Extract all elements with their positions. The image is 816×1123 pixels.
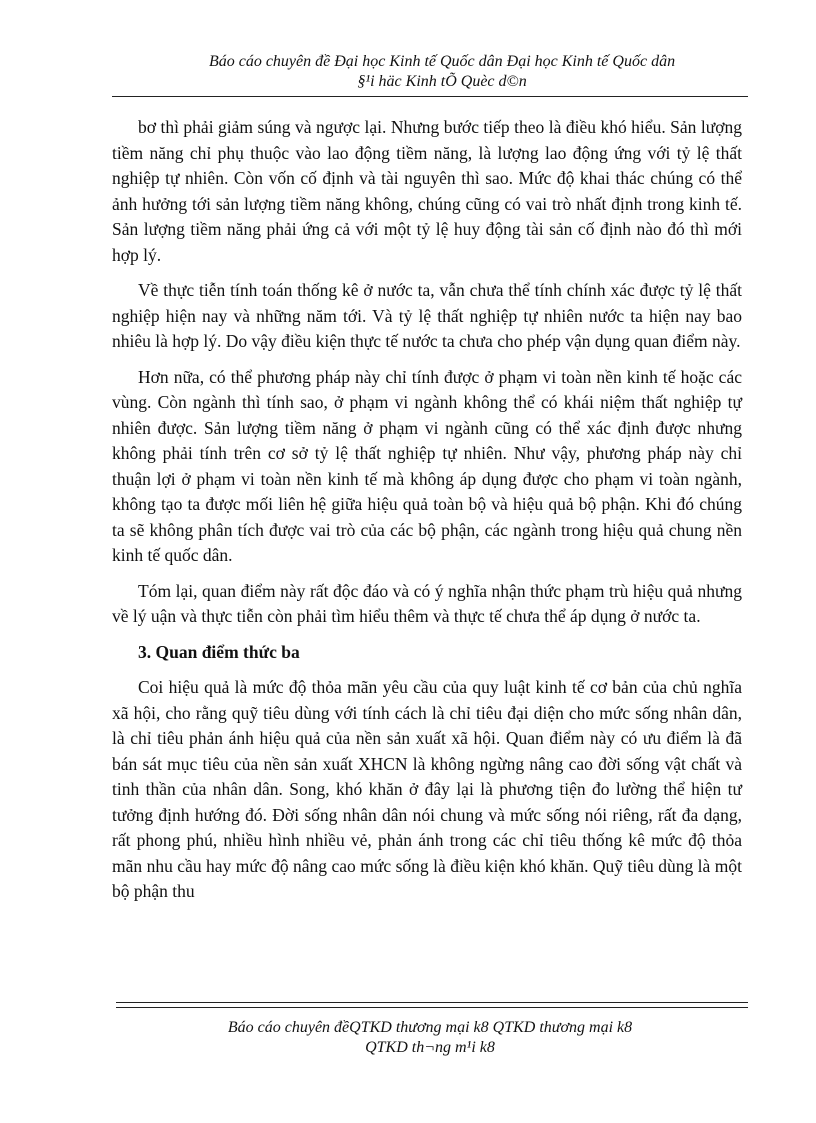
document-body	[112, 115, 742, 915]
header-line-2: §¹i häc Kinh tÕ Quèc d©n	[357, 73, 527, 90]
header-rule	[112, 96, 748, 97]
paragraph-1: bơ thì phải giảm súng và ngược lại. Nhưng bước tiếp theo là điều khó hiểu. Sản lượng tiềm năng chỉ phụ thuộc vào lao động tiềm năng, là lượng lao động ứng với tỷ lệ thất nghiệp tự nhiên. Còn vốn cố định và tài nguyên thì sao. Mức độ khai thác chúng có thể ảnh hưởng tới sản lượng tiềm năng không, chúng cũng có vai trò nhất định trong kinh tế. Sản lượng tiềm năng phải ứng cả với một tỷ lệ huy động tài sản cố định nào đó thì mới hợp lý.	[112, 117, 742, 265]
paragraph-3: Hơn nữa, có thể phương pháp này chỉ tính được ở phạm vi toàn nền kinh tế hoặc các vùng. Còn ngành thì tính sao, ở phạm vi ngành không thể có khái niệm thất nghiệp tự nhiên được. Sản lượng tiềm năng ở phạm vi ngành cũng có thể xác định được nhưng không phải tính trên cơ sở tỷ lệ thất nghiệp tự nhiên. Như vậy, phương pháp này chỉ thuận lợi ở phạm vi toàn nền kinh tế mà không áp dụng được cho phạm vi toàn ngành, không tạo ta được mối liên hệ giữa hiệu quả toàn bộ và hiệu quả bộ phận. Khi đó chúng ta sẽ không phân tích được vai trò của các bộ phận, các ngành trong hiệu quả chung nền kinh tế quốc dân.	[112, 366, 742, 565]
paragraph-2: Về thực tiễn tính toán thống kê ở nước ta, vẫn chưa thể tính chính xác được tỷ lệ thất nghiệp hiện nay và những năm tới. Và tỷ lệ thất nghiệp tự nhiên nước ta hiện nay bao nhiêu là hợp lý. Do vậy điều kiện thực tế nước ta chưa cho phép vận dụng quan điểm này.	[112, 280, 742, 351]
page-footer	[112, 1018, 748, 1058]
section-heading: 3. Quan điểm thức ba	[138, 641, 300, 662]
footer-rule	[116, 1002, 748, 1008]
footer-line-2: QTKD th¬ng m¹i k8	[365, 1039, 495, 1056]
footer-line-1: Báo cáo chuyên đềQTKD thương mại k8 QTKD thương mại k8	[227, 1019, 633, 1036]
paragraph-4: Tóm lại, quan điểm này rất độc đáo và có ý nghĩa nhận thức phạm trù hiệu quả nhưng về lý uận và thực tiễn còn phải tìm hiểu thêm và thực tế chưa thể áp dụng ở nước ta.	[112, 580, 742, 626]
page-header	[112, 52, 772, 92]
header-line-1: Báo cáo chuyên đề Đại học Kinh tế Quốc dân Đại học Kinh tế Quốc dân	[208, 53, 676, 70]
section-paragraph: Coi hiệu quả là mức độ thỏa mãn yêu cầu của quy luật kinh tế cơ bản của chủ nghĩa xã hội, cho rằng quỹ tiêu dùng với tính cách là chỉ tiêu đại diện cho mức sống nhân dân, là chỉ tiêu phản ánh hiệu quả của nền sản xuất xã hội. Quan điểm này có ưu điểm là đã bán sát mục tiêu của nền sản xuất XHCN là không ngừng nâng cao đời sống vật chất và tinh thần của nhân dân. Song, khó khăn ở đây lại là phương tiện đo lường thể hiện tư tưởng định hướng đó. Đời sống nhân dân nói chung và mức sống nói riêng, rất đa dạng, rất phong phú, nhiều hình nhiều vẻ, phản ánh trong các chỉ tiêu thống kê mức độ thỏa mãn nhu cầu hay mức độ nâng cao mức sống là điều kiện khó khăn. Quỹ tiêu dùng là một bộ phận thu	[112, 677, 742, 901]
